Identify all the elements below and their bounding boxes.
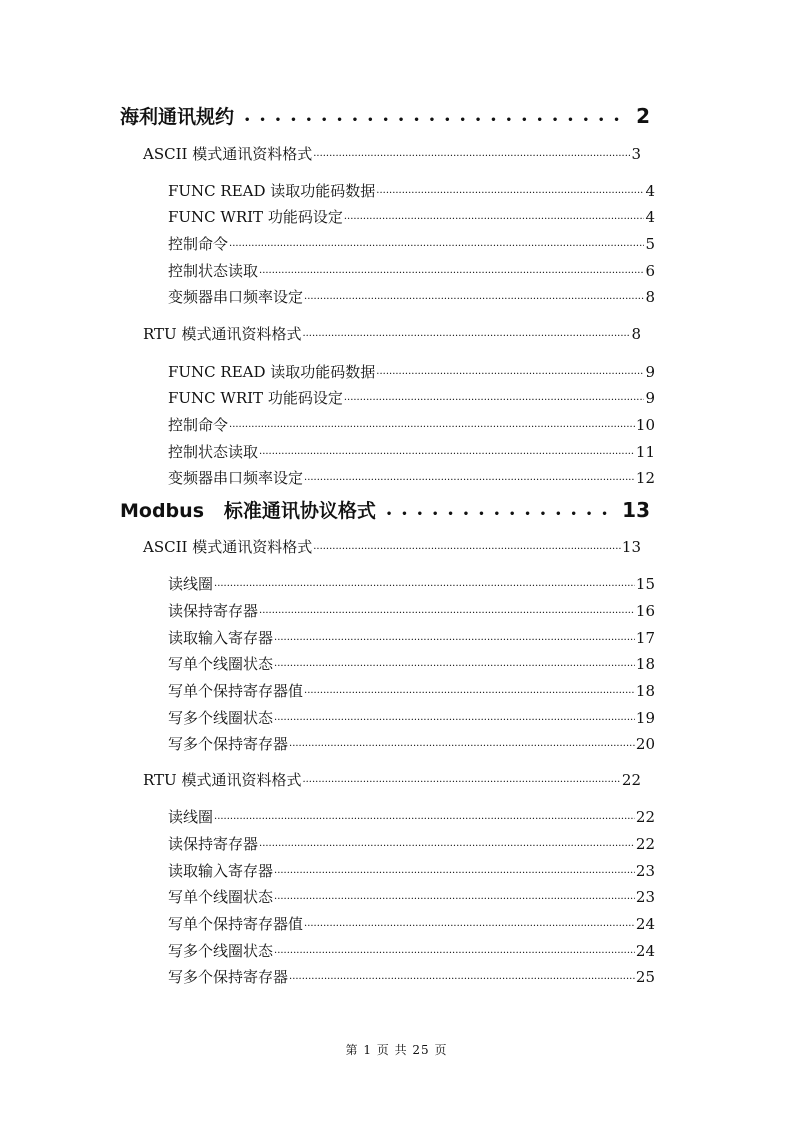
toc-entry[interactable] <box>168 467 655 488</box>
toc-page-number: 19 <box>635 709 655 727</box>
toc-entry-label: FUNC READ 读取功能码数据 <box>168 363 376 381</box>
toc-page-number: 8 <box>645 288 655 306</box>
toc-page-number: 22 <box>635 835 655 853</box>
toc-entry-label: 变频器串口频率设定 <box>168 469 304 487</box>
toc-leader-dots <box>304 288 644 306</box>
toc-leader-dots <box>274 629 635 647</box>
toc-entry-label: 读线圈 <box>168 575 214 593</box>
toc-page-number: 23 <box>635 888 655 906</box>
toc-leader-dots <box>259 602 635 620</box>
toc-entry[interactable] <box>168 600 655 621</box>
toc-page-number: 25 <box>635 968 655 986</box>
page-footer: 第 1 页 共 25 页 <box>345 1043 448 1057</box>
toc-entry[interactable] <box>168 441 655 462</box>
toc-page-number: 2 <box>636 104 650 128</box>
toc-leader-dots <box>274 942 635 960</box>
toc-entry[interactable] <box>168 573 655 594</box>
toc-entry-label: 控制状态读取 <box>168 443 259 461</box>
toc-page-number: 24 <box>635 915 655 933</box>
toc-entry-label: RTU 模式通讯资料格式 <box>143 771 302 789</box>
toc-page-number: 22 <box>635 808 655 826</box>
toc-entry[interactable] <box>168 680 655 701</box>
toc-entry[interactable] <box>168 180 655 201</box>
toc-page-number: 11 <box>635 443 655 461</box>
toc-entry-label: Modbus 标准通讯协议格式 <box>120 500 376 522</box>
toc-page-number: 13 <box>622 498 650 522</box>
toc-leader-dots <box>344 208 645 226</box>
toc-entry-label: 写单个线圈状态 <box>168 655 274 673</box>
toc-entry-label: 控制命令 <box>168 235 229 253</box>
toc-entry-label: ASCII 模式通讯资料格式 <box>143 145 313 163</box>
toc-entry[interactable] <box>143 769 641 790</box>
toc-page-number: 10 <box>635 416 655 434</box>
toc-page-number: 17 <box>635 629 655 647</box>
toc-entry[interactable] <box>143 143 641 164</box>
toc-page-number: 18 <box>635 682 655 700</box>
toc-leader-dots <box>304 915 635 933</box>
toc-leader-dots <box>214 808 635 826</box>
toc-leader-dots <box>229 416 635 434</box>
toc-leader-dots <box>289 735 635 753</box>
toc-leader-dots <box>274 655 635 673</box>
toc-page-number: 3 <box>631 145 641 163</box>
toc-entry[interactable] <box>168 966 655 987</box>
toc-entry-label: 写单个保持寄存器值 <box>168 915 304 933</box>
toc-entry[interactable] <box>168 886 655 907</box>
toc-leader-dots <box>274 888 635 906</box>
toc-entry-label: 读保持寄存器 <box>168 835 259 853</box>
toc-page-number: 24 <box>635 942 655 960</box>
toc-entry[interactable] <box>168 260 655 281</box>
toc-entry-label: FUNC WRIT 功能码设定 <box>168 208 343 226</box>
toc-leader-dots <box>274 862 635 880</box>
toc-page-number: 23 <box>635 862 655 880</box>
toc-entry[interactable] <box>168 387 655 408</box>
toc-entry[interactable] <box>143 323 641 344</box>
toc-leader-dots <box>229 235 644 253</box>
toc-entry[interactable] <box>168 833 655 854</box>
toc-leader-dots <box>313 538 621 556</box>
toc-entry-label: 读取输入寄存器 <box>168 862 274 880</box>
toc-entry-label: 写单个线圈状态 <box>168 888 274 906</box>
toc-entry-label: 写多个保持寄存器 <box>168 735 289 753</box>
toc-entry[interactable] <box>143 536 641 557</box>
toc-entry-label: ASCII 模式通讯资料格式 <box>143 538 313 556</box>
toc-entry-label: FUNC WRIT 功能码设定 <box>168 389 343 407</box>
toc-entry[interactable] <box>168 707 655 728</box>
toc-entry-label: 读保持寄存器 <box>168 602 259 620</box>
toc-entry-label: RTU 模式通讯资料格式 <box>143 325 302 343</box>
toc-leader-dots <box>259 443 635 461</box>
toc-page-number: 13 <box>621 538 641 556</box>
toc-entry[interactable] <box>168 940 655 961</box>
toc-entry-label: 读线圈 <box>168 808 214 826</box>
toc-leader-dots <box>289 968 635 986</box>
toc-entry-label: 写多个线圈状态 <box>168 942 274 960</box>
toc-leader-dots <box>214 575 635 593</box>
toc-entry[interactable] <box>168 653 655 674</box>
toc-page-number: 4 <box>645 182 655 200</box>
toc-leader-dots <box>386 509 612 520</box>
toc-entry[interactable] <box>168 733 655 754</box>
toc-page-number: 8 <box>631 325 641 343</box>
toc-entry-label: 写多个线圈状态 <box>168 709 274 727</box>
toc-entry[interactable] <box>168 806 655 827</box>
toc-leader-dots <box>344 389 645 407</box>
toc-page-number: 9 <box>645 389 655 407</box>
toc-page-number: 6 <box>645 262 655 280</box>
toc-entry-label: 写多个保持寄存器 <box>168 968 289 986</box>
toc-entry-label: 读取输入寄存器 <box>168 629 274 647</box>
toc-entry-label: 海利通讯规约 <box>120 106 235 128</box>
toc-entry[interactable] <box>168 414 655 435</box>
toc-entry[interactable] <box>168 286 655 307</box>
toc-page-number: 15 <box>635 575 655 593</box>
toc-leader-dots <box>376 363 644 381</box>
toc-leader-dots <box>304 469 635 487</box>
toc-page-number: 5 <box>645 235 655 253</box>
toc-entry-label: 变频器串口频率设定 <box>168 288 304 306</box>
toc-entry-label: 控制状态读取 <box>168 262 259 280</box>
toc-entry-label: 写单个保持寄存器值 <box>168 682 304 700</box>
toc-page-number: 18 <box>635 655 655 673</box>
toc-leader-dots <box>302 325 630 343</box>
toc-page-number: 16 <box>635 602 655 620</box>
toc-entry[interactable] <box>168 361 655 382</box>
toc-entry-label: 控制命令 <box>168 416 229 434</box>
toc-leader-dots <box>313 145 630 163</box>
toc-page-number: 12 <box>635 469 655 487</box>
toc-page-number: 20 <box>635 735 655 753</box>
toc-entry[interactable] <box>168 233 655 254</box>
toc-entry[interactable] <box>120 496 650 523</box>
toc-page-number: 4 <box>645 208 655 226</box>
toc-page-number: 22 <box>621 771 641 789</box>
toc-entry-label: FUNC READ 读取功能码数据 <box>168 182 376 200</box>
toc-leader-dots <box>376 182 644 200</box>
toc-page-number: 9 <box>645 363 655 381</box>
toc-entry[interactable] <box>168 627 655 648</box>
toc-leader-dots <box>274 709 635 727</box>
toc-leader-dots <box>259 262 644 280</box>
toc-entry[interactable] <box>168 206 655 227</box>
toc-leader-dots <box>302 771 620 789</box>
toc-leader-dots <box>244 115 626 126</box>
toc-entry[interactable] <box>120 102 650 129</box>
toc-entry[interactable] <box>168 913 655 934</box>
toc-leader-dots <box>259 835 635 853</box>
toc-entry[interactable] <box>168 860 655 881</box>
toc-leader-dots <box>304 682 635 700</box>
